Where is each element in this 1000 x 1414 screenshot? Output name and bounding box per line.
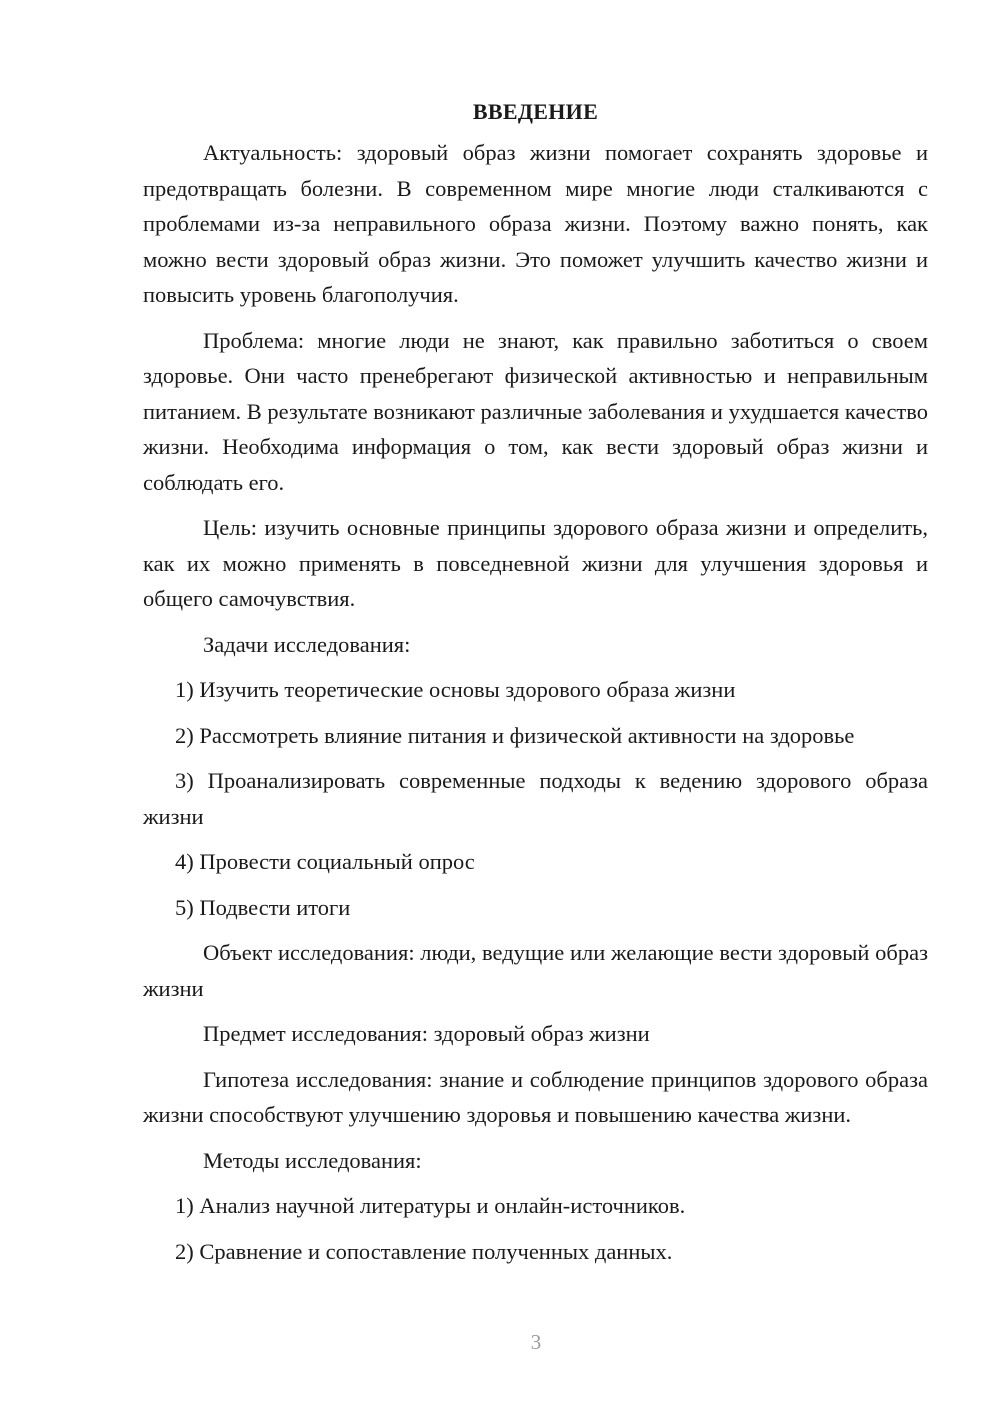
hypothesis-paragraph: Гипотеза исследования: знание и соблюдение принципов здорового образа жизни способствуют улучшению здоровья и повышению качества жизни. (143, 1066, 928, 1127)
task-item: 1) Изучить теоретические основы здорового образа жизни (175, 677, 736, 702)
page-number: 3 (530, 1330, 542, 1354)
problem-paragraph: Проблема: многие люди не знают, как правильно заботиться о своем здоровье. Они часто пренебрегают физической активностью и неправильным питанием. В результате возникают различные заболевания и ухудшается качество жизни. Необходима информация о том, как вести здоровый образ жизни и соблюдать его. (143, 327, 928, 495)
subject-paragraph: Предмет исследования: здоровый образ жизни (203, 1021, 650, 1046)
methods-heading: Методы исследования: (203, 1147, 422, 1173)
section-title: ВВЕДЕНИЕ (472, 99, 599, 124)
task-item: 2) Рассмотреть влияние питания и физической активности на здоровье (175, 722, 855, 748)
task-item: 5) Подвести итоги (175, 894, 351, 920)
task-item: 3) Проанализировать современные подходы к ведению здорового образа жизни (143, 768, 928, 829)
method-item: 2) Сравнение и сопоставление полученных данных. (175, 1238, 673, 1264)
object-paragraph: Объект исследования: люди, ведущие или желающие вести здоровый образ жизни (143, 940, 928, 1001)
page-content (143, 94, 928, 1279)
method-item: 1) Анализ научной литературы и онлайн-источников. (175, 1193, 686, 1218)
goal-paragraph: Цель: изучить основные принципы здорового образа жизни и определить, как их можно применять в повседневной жизни для улучшения здоровья и общего самочувствия. (143, 515, 928, 611)
tasks-heading: Задачи исследования: (203, 631, 411, 657)
task-item: 4) Провести социальный опрос (175, 849, 475, 874)
relevance-paragraph: Актуальность: здоровый образ жизни помогает сохранять здоровье и предотвращать болезни. В современном мире многие люди сталкиваются с проблемами из-за неправильного образа жизни. Поэтому важно понять, как можно вести здоровый образ жизни. Это поможет улучшить качество жизни и повысить уровень благополучия. (143, 140, 928, 307)
